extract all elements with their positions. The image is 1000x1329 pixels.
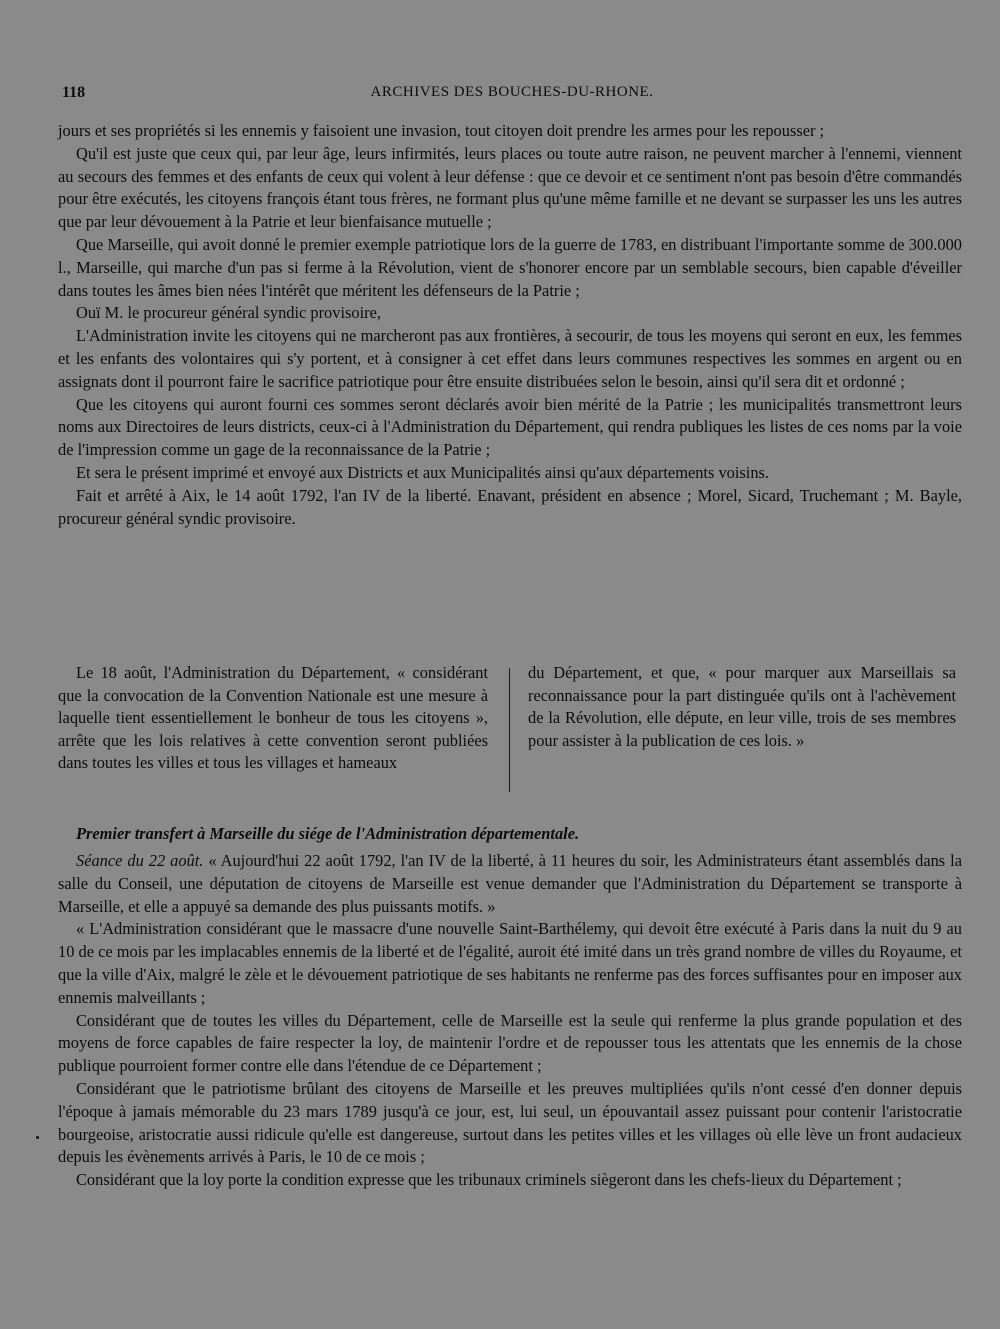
paragraph: Et sera le présent imprimé et envoyé aux Districts et aux Municipalités ainsi qu'aux départements voisins.: [76, 462, 770, 482]
paragraph: Que les citoyens qui auront fourni ces sommes seront déclarés avoir bien mérité de la Patrie ; les municipalités transmettront leurs noms aux Directoires de leurs districts, ceux-ci à l'Administration du Département, qui rendra publiques les listes de ces noms par la voie de l'impression comme un gage de la reconnaissance de la Patrie ;: [58, 394, 962, 460]
right-column-text: du Département, et que, « pour marquer aux Marseillais sa reconnaissance pour la part distinguée qu'ils ont à l'achèvement de la Révolution, elle députe, en leur ville, trois de ses membres pour assister à la publication de ces lois. »: [528, 663, 956, 750]
page-number: 118: [62, 84, 86, 101]
section-title: Premier transfert à Marseille du siége de l'Administration départementale.: [76, 824, 580, 843]
paragraph: L'Administration invite les citoyens qui ne marcheront pas aux frontières, à secourir, de tous les moyens qui seront en eux, les femmes et les enfants des volontaires qui s'y portent, et à consigner à cet effet dans leurs communes respectives les sommes en argent ou en assignats dont il pourront faire le sacrifice patriotique pour être ensuite distribuées selon le besoin, ainsi qu'il sera dit et ordonné ;: [58, 326, 962, 391]
paragraph: Considérant que le patriotisme brûlant des citoyens de Marseille et les preuves multipliées qu'ils n'ont cessé d'en donner depuis l'époque à jamais mémorable du 23 mars 1789 jusqu'à ce jour, est, lui seul, un épouvantail assez puissant pour contenir l'aristocratie bourgeoise, aristocratie aussi ridicule qu'elle est dangereuse, surtout dans les petites villes et les villages où elle lève un front audacieux depuis les évènements arrivés à Paris, le 10 de ce mois ;: [58, 1078, 962, 1167]
two-column-note: [58, 662, 962, 797]
paragraph: jours et ses propriétés si les ennemis y faisoient une invasion, tout citoyen doit prendre les armes pour les repousser ;: [58, 121, 825, 140]
right-column: [528, 662, 956, 752]
paragraph: Considérant que la loy porte la condition expresse que les tribunaux criminels siègeront dans les chefs-lieux du Département ;: [76, 1170, 902, 1190]
left-column-text: Le 18 août, l'Administration du Département, « considérant que la convocation de la Convention Nationale est une mesure à laquelle tient essentiellement le bonheur de tous les citoyens », arrête que les lois relatives à cette convention seront publiées dans toutes les villes et tous les villages et hameaux: [58, 663, 488, 773]
margin-mark: [36, 1136, 39, 1139]
paragraph: [58, 850, 962, 918]
paragraph: Qu'il est juste que ceux qui, par leur âge, leurs infirmités, leurs places ou toute autre raison, ne peuvent marcher à l'ennemi, viennent au secours des femmes et des enfants de ceux qui volent à leur défense : que ce devoir et ce sentiment n'ont pas besoin d'être commandés pour être exécutés, les citoyens françois étant tous frères, ne formant plus qu'une même famille et ne devant se surpasser les uns les autres que par leur dévouement à la Patrie et leur bienfaisance mutuelle ;: [58, 143, 962, 232]
decree-text: [58, 120, 962, 530]
paragraph: Fait et arrêté à Aix, le 14 août 1792, l'an IV de la liberté. Enavant, président en absence ; Morel, Sicard, Truchemant ; M. Bayle, procureur général syndic provisoire.: [58, 485, 962, 528]
paragraph: Que Marseille, qui avoit donné le premier exemple patriotique lors de la guerre de 1783, en distribuant l'importante somme de 300.000 l., Marseille, qui marche d'un pas si ferme à la Révolution, vient de s'honorer encore par un semblable secours, bien capable d'éveiller dans toutes les âmes bien nées l'intérêt que méritent les défenseurs de la Patrie ;: [58, 234, 962, 300]
seance-label: Séance du 22 août.: [76, 851, 204, 870]
paragraph-text: « Aujourd'hui 22 août 1792, l'an IV de la liberté, à 11 heures du soir, les Administrateurs étant assemblés dans la salle du Conseil, une députation de citoyens de Marseille est venue demander que l'Administration du Département se transporte à Marseille, et elle a appuyé sa demande des plus puissants motifs. »: [58, 851, 962, 916]
column-divider: [509, 668, 510, 792]
left-column: [58, 662, 488, 775]
page-header: [62, 84, 962, 108]
session-text: [58, 850, 962, 1192]
running-title: ARCHIVES DES BOUCHES-DU-RHONE.: [370, 84, 654, 100]
paragraph: Considérant que de toutes les villes du Département, celle de Marseille est la seule qui renferme la plus grande population et des moyens de force capables de faire respecter la loy, de maintenir l'ordre et de repousser tous les attentats que les ennemis de la chose publique pourroient former contre elle dans l'étendue de ce Département ;: [58, 1010, 962, 1076]
paragraph: Ouï M. le procureur général syndic provisoire,: [76, 303, 381, 323]
paragraph: « L'Administration considérant que le massacre d'une nouvelle Saint-Barthélemy, qui devoit être exécuté à Paris dans la nuit du 9 au 10 de ce mois par les implacables ennemis de la liberté et de l'égalité, auroit été imité dans un très grand nombre de villes du Royaume, et que la ville d'Aix, malgré le zèle et le dévouement patriotique de ses habitants ne renferme pas des forces suffisantes pour en imposer aux ennemis malveillants ;: [58, 919, 962, 1007]
